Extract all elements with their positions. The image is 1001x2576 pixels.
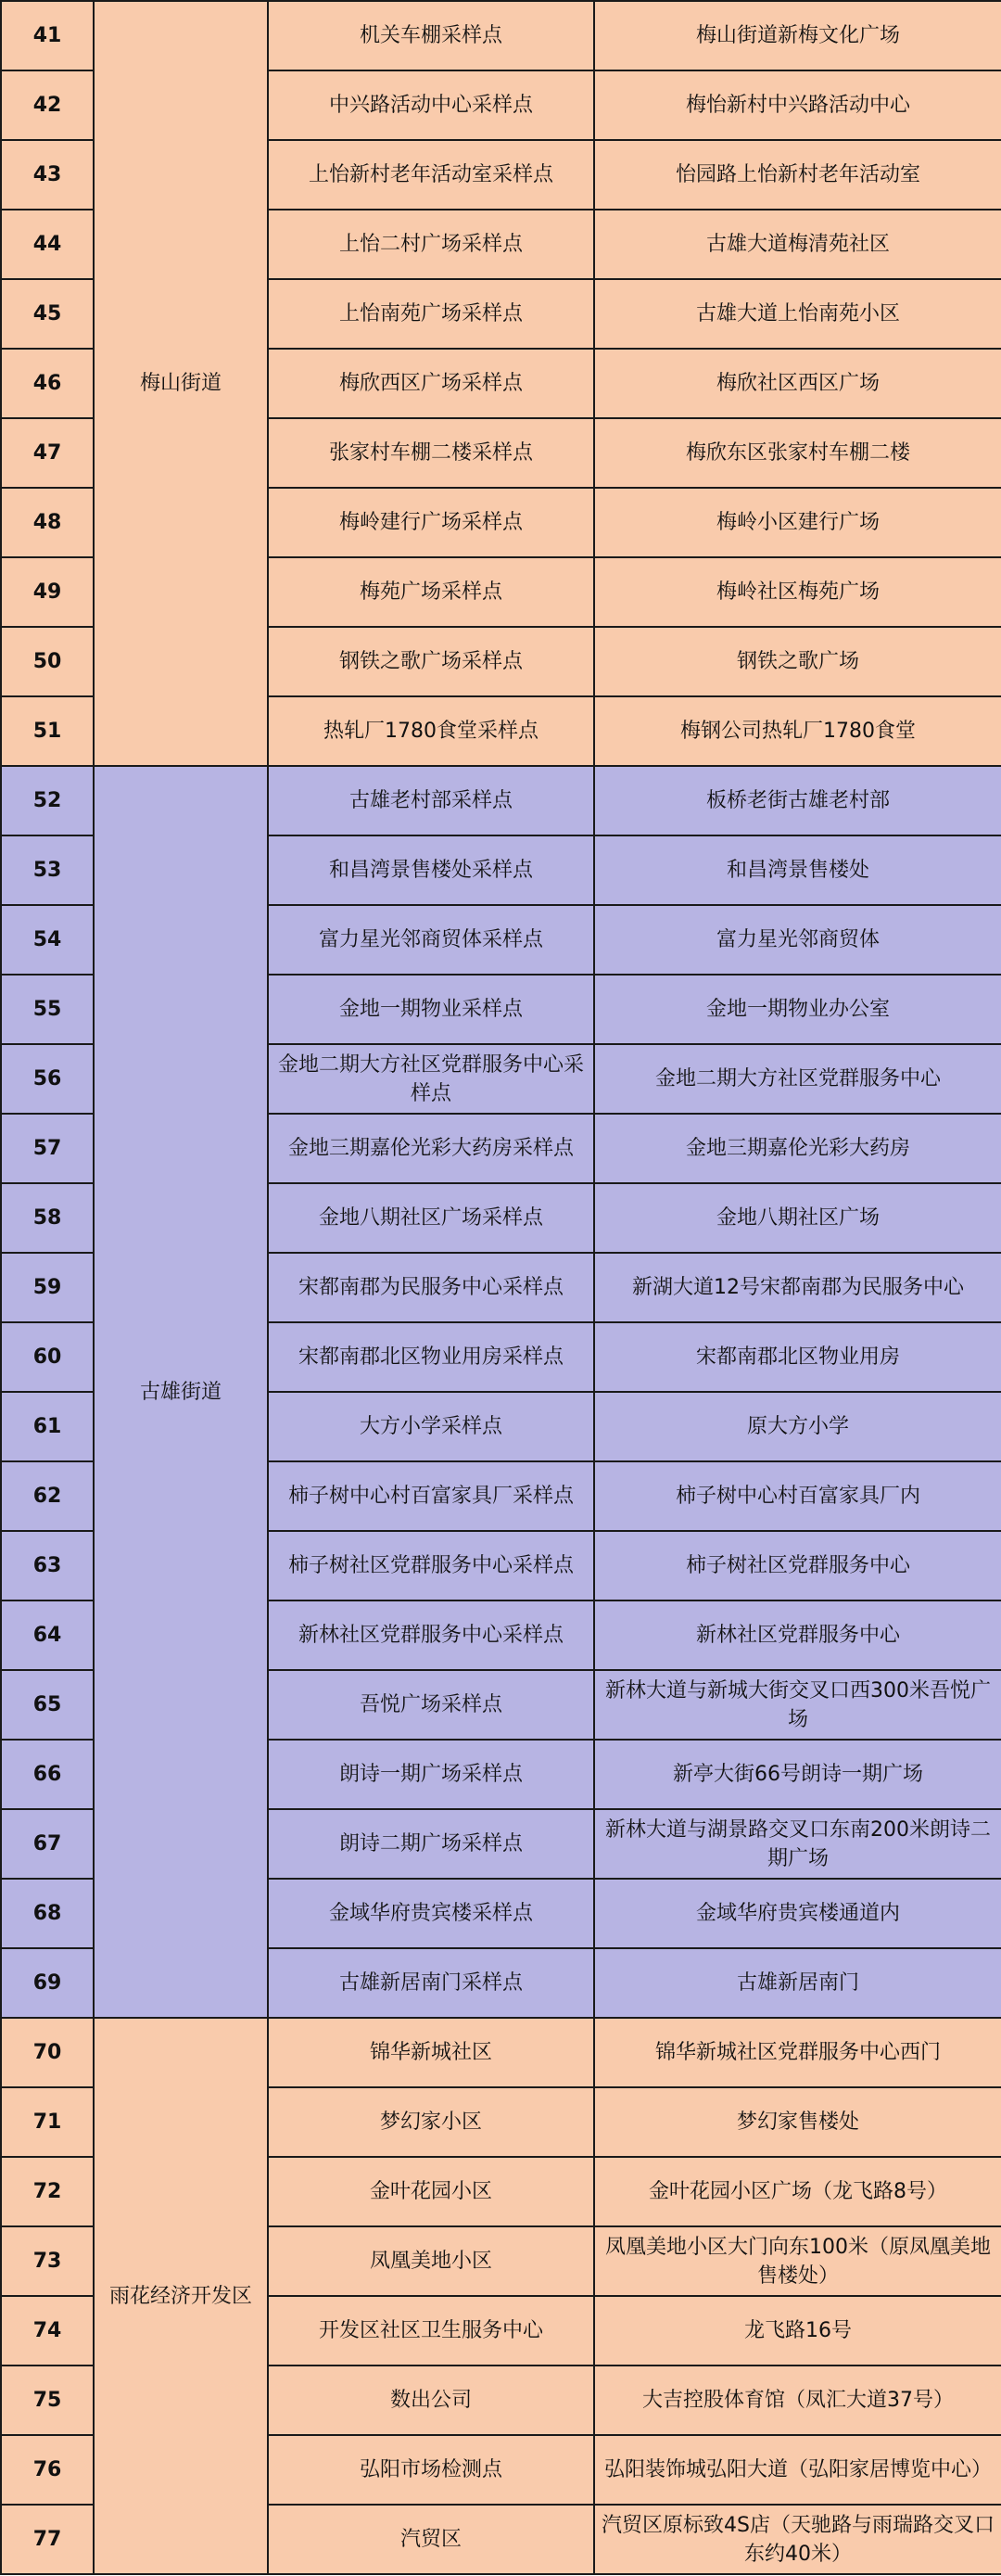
sampling-site-cell: 金地三期嘉伦光彩大药房采样点 xyxy=(268,1114,594,1183)
address-cell: 汽贸区原标致4S店（天驰路与雨瑞路交叉口东约40米） xyxy=(594,2505,1001,2574)
address-cell: 弘阳装饰城弘阳大道（弘阳家居博览中心） xyxy=(594,2435,1001,2505)
address-cell: 怡园路上怡新村老年活动室 xyxy=(594,140,1001,210)
row-number-cell: 44 xyxy=(1,210,94,279)
sampling-site-cell: 中兴路活动中心采样点 xyxy=(268,70,594,140)
row-number-cell: 70 xyxy=(1,2018,94,2087)
address-cell: 金域华府贵宾楼通道内 xyxy=(594,1879,1001,1948)
sampling-site-cell: 梅苑广场采样点 xyxy=(268,557,594,627)
row-number-cell: 72 xyxy=(1,2157,94,2226)
address-cell: 新林社区党群服务中心 xyxy=(594,1600,1001,1670)
sampling-site-cell: 吾悦广场采样点 xyxy=(268,1670,594,1740)
address-cell: 柿子树中心村百富家具厂内 xyxy=(594,1461,1001,1531)
sampling-site-cell: 上怡二村广场采样点 xyxy=(268,210,594,279)
address-cell: 古雄大道上怡南苑小区 xyxy=(594,279,1001,349)
row-number-cell: 45 xyxy=(1,279,94,349)
address-cell: 新湖大道12号宋都南郡为民服务中心 xyxy=(594,1253,1001,1322)
row-number-cell: 64 xyxy=(1,1600,94,1670)
sampling-site-cell: 朗诗二期广场采样点 xyxy=(268,1809,594,1879)
address-cell: 梅钢公司热轧厂1780食堂 xyxy=(594,696,1001,766)
address-cell: 梅岭小区建行广场 xyxy=(594,488,1001,557)
sampling-site-cell: 大方小学采样点 xyxy=(268,1392,594,1461)
row-number-cell: 65 xyxy=(1,1670,94,1740)
address-cell: 钢铁之歌广场 xyxy=(594,627,1001,696)
table-row xyxy=(1,766,1001,835)
sampling-site-cell: 上怡新村老年活动室采样点 xyxy=(268,140,594,210)
row-number-cell: 52 xyxy=(1,766,94,835)
sampling-site-cell: 开发区社区卫生服务中心 xyxy=(268,2296,594,2366)
row-number-cell: 54 xyxy=(1,905,94,975)
address-cell: 古雄新居南门 xyxy=(594,1948,1001,2018)
row-number-cell: 47 xyxy=(1,418,94,488)
address-cell: 凤凰美地小区大门向东100米（原凤凰美地售楼处） xyxy=(594,2226,1001,2296)
sampling-site-cell: 梦幻家小区 xyxy=(268,2087,594,2157)
row-number-cell: 41 xyxy=(1,1,94,70)
address-cell: 板桥老街古雄老村部 xyxy=(594,766,1001,835)
address-cell: 新林大道与湖景路交叉口东南200米朗诗二期广场 xyxy=(594,1809,1001,1879)
row-number-cell: 76 xyxy=(1,2435,94,2505)
address-cell: 梅山街道新梅文化广场 xyxy=(594,1,1001,70)
sampling-site-cell: 金地二期大方社区党群服务中心采样点 xyxy=(268,1044,594,1114)
table-body xyxy=(1,1,1001,2574)
sampling-site-cell: 金地一期物业采样点 xyxy=(268,975,594,1044)
address-cell: 锦华新城社区党群服务中心西门 xyxy=(594,2018,1001,2087)
sampling-site-cell: 金地八期社区广场采样点 xyxy=(268,1183,594,1253)
row-number-cell: 60 xyxy=(1,1322,94,1392)
address-cell: 和昌湾景售楼处 xyxy=(594,835,1001,905)
address-cell: 富力星光邻商贸体 xyxy=(594,905,1001,975)
row-number-cell: 69 xyxy=(1,1948,94,2018)
row-number-cell: 43 xyxy=(1,140,94,210)
table-row xyxy=(1,2018,1001,2087)
address-cell: 柿子树社区党群服务中心 xyxy=(594,1531,1001,1600)
street-name-cell: 古雄街道 xyxy=(94,766,268,2018)
row-number-cell: 50 xyxy=(1,627,94,696)
address-cell: 金地八期社区广场 xyxy=(594,1183,1001,1253)
sampling-site-cell: 朗诗一期广场采样点 xyxy=(268,1740,594,1809)
row-number-cell: 77 xyxy=(1,2505,94,2574)
address-cell: 金地三期嘉伦光彩大药房 xyxy=(594,1114,1001,1183)
row-number-cell: 53 xyxy=(1,835,94,905)
sampling-site-cell: 钢铁之歌广场采样点 xyxy=(268,627,594,696)
sampling-site-cell: 机关车棚采样点 xyxy=(268,1,594,70)
address-cell: 金叶花园小区广场（龙飞路8号） xyxy=(594,2157,1001,2226)
sampling-site-cell: 新林社区党群服务中心采样点 xyxy=(268,1600,594,1670)
sampling-site-cell: 弘阳市场检测点 xyxy=(268,2435,594,2505)
row-number-cell: 51 xyxy=(1,696,94,766)
address-cell: 金地一期物业办公室 xyxy=(594,975,1001,1044)
row-number-cell: 66 xyxy=(1,1740,94,1809)
address-cell: 金地二期大方社区党群服务中心 xyxy=(594,1044,1001,1114)
sampling-site-cell: 热轧厂1780食堂采样点 xyxy=(268,696,594,766)
address-cell: 梅岭社区梅苑广场 xyxy=(594,557,1001,627)
row-number-cell: 63 xyxy=(1,1531,94,1600)
sampling-site-cell: 上怡南苑广场采样点 xyxy=(268,279,594,349)
sampling-site-cell: 金叶花园小区 xyxy=(268,2157,594,2226)
row-number-cell: 42 xyxy=(1,70,94,140)
address-cell: 宋都南郡北区物业用房 xyxy=(594,1322,1001,1392)
sampling-site-cell: 古雄老村部采样点 xyxy=(268,766,594,835)
sampling-site-cell: 柿子树中心村百富家具厂采样点 xyxy=(268,1461,594,1531)
street-name-cell: 雨花经济开发区 xyxy=(94,2018,268,2574)
sampling-site-cell: 宋都南郡北区物业用房采样点 xyxy=(268,1322,594,1392)
sampling-site-cell: 张家村车棚二楼采样点 xyxy=(268,418,594,488)
table-row xyxy=(1,1,1001,70)
sampling-site-cell: 梅岭建行广场采样点 xyxy=(268,488,594,557)
address-cell: 梦幻家售楼处 xyxy=(594,2087,1001,2157)
address-cell: 大吉控股体育馆（凤汇大道37号） xyxy=(594,2366,1001,2435)
row-number-cell: 74 xyxy=(1,2296,94,2366)
sampling-site-cell: 金域华府贵宾楼采样点 xyxy=(268,1879,594,1948)
row-number-cell: 61 xyxy=(1,1392,94,1461)
address-cell: 梅欣社区西区广场 xyxy=(594,349,1001,418)
sampling-site-cell: 古雄新居南门采样点 xyxy=(268,1948,594,2018)
address-cell: 古雄大道梅清苑社区 xyxy=(594,210,1001,279)
row-number-cell: 58 xyxy=(1,1183,94,1253)
sampling-site-cell: 柿子树社区党群服务中心采样点 xyxy=(268,1531,594,1600)
sampling-site-cell: 锦华新城社区 xyxy=(268,2018,594,2087)
row-number-cell: 75 xyxy=(1,2366,94,2435)
row-number-cell: 55 xyxy=(1,975,94,1044)
row-number-cell: 46 xyxy=(1,349,94,418)
row-number-cell: 48 xyxy=(1,488,94,557)
row-number-cell: 71 xyxy=(1,2087,94,2157)
sampling-site-cell: 和昌湾景售楼处采样点 xyxy=(268,835,594,905)
sampling-site-cell: 汽贸区 xyxy=(268,2505,594,2574)
sampling-site-cell: 梅欣西区广场采样点 xyxy=(268,349,594,418)
address-cell: 梅怡新村中兴路活动中心 xyxy=(594,70,1001,140)
row-number-cell: 62 xyxy=(1,1461,94,1531)
row-number-cell: 73 xyxy=(1,2226,94,2296)
street-name-cell: 梅山街道 xyxy=(94,1,268,766)
address-cell: 梅欣东区张家村车棚二楼 xyxy=(594,418,1001,488)
row-number-cell: 59 xyxy=(1,1253,94,1322)
row-number-cell: 49 xyxy=(1,557,94,627)
row-number-cell: 57 xyxy=(1,1114,94,1183)
address-cell: 新林大道与新城大街交叉口西300米吾悦广场 xyxy=(594,1670,1001,1740)
address-cell: 新亭大街66号朗诗一期广场 xyxy=(594,1740,1001,1809)
sampling-site-cell: 数出公司 xyxy=(268,2366,594,2435)
row-number-cell: 68 xyxy=(1,1879,94,1948)
row-number-cell: 67 xyxy=(1,1809,94,1879)
address-cell: 龙飞路16号 xyxy=(594,2296,1001,2366)
sampling-site-cell: 富力星光邻商贸体采样点 xyxy=(268,905,594,975)
address-cell: 原大方小学 xyxy=(594,1392,1001,1461)
sampling-site-cell: 宋都南郡为民服务中心采样点 xyxy=(268,1253,594,1322)
sampling-site-cell: 凤凰美地小区 xyxy=(268,2226,594,2296)
row-number-cell: 56 xyxy=(1,1044,94,1114)
